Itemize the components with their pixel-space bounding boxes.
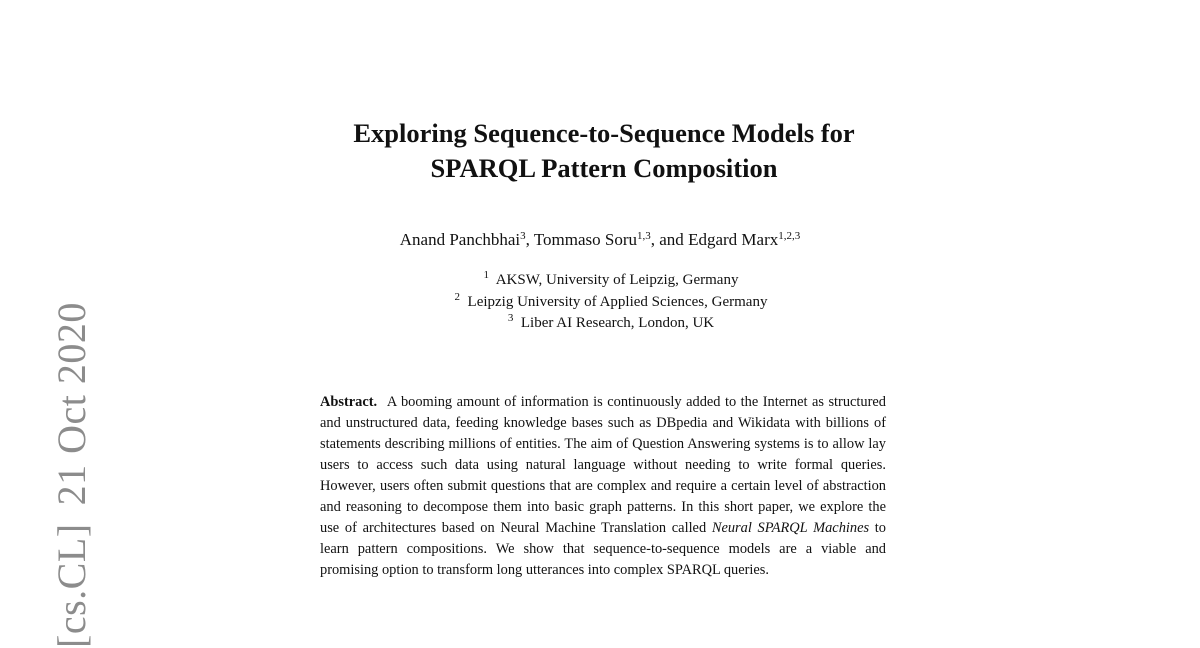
affiliation [200,270,1022,292]
affiliation-text: Liber AI Research, London, UK [520,315,715,331]
affiliation-mark: 3 [507,312,514,324]
author-separator: , [525,230,534,249]
author-name: Anand Panchbhai [399,230,521,249]
abstract-emphasis: Neural SPARQL Machines [711,520,870,536]
author-name: Edgard Marx [688,230,779,249]
paper-title [200,116,1008,186]
author-name: Tommaso Soru [533,230,638,249]
affiliation-list [200,270,1022,335]
author-list [200,229,1000,251]
title-line-2: SPARQL Pattern Composition [430,153,778,183]
arxiv-date: 21 Oct 2020 [49,302,94,506]
arxiv-identifier-stamp [49,302,94,648]
affiliation-mark: 2 [454,290,461,303]
affiliation-mark: 1 [483,269,490,281]
affiliation [200,313,1022,335]
author-affiliation-marks: 1,2,3 [778,230,801,242]
abstract-text-continued: to learn pattern compositions. We show that sequence-to-sequence models are a viable and promising option to transform long utterances into complex SPARQL queries. [320,520,886,578]
affiliation [200,292,1022,314]
abstract-text: A booming amount of information is continuously added to the Internet as structured and unstructured data, feeding knowledge bases such as DBpedia and Wikidata with billions of statements describing millions of entities. The aim of Question Answering systems is to allow lay users to access such data using natural language without needing to write formal queries. However, users often submit questions that are complex and require a certain level of abstraction and reasoning to decompose them into basic graph patterns. In this short paper, we explore the use of architectures based on Neural Machine Translation called [320,394,886,536]
arxiv-category: [cs.CL] [49,523,94,648]
title-line-1: Exploring Sequence-to-Sequence Models for [353,118,855,148]
author-affiliation-marks: 1,3 [637,230,651,242]
author-affiliation-marks: 3 [520,230,526,242]
abstract [320,392,886,581]
affiliation-text: Leipzig University of Applied Sciences, Germany [467,293,768,310]
abstract-label: Abstract. [320,394,378,410]
affiliation-text: AKSW, University of Leipzig, Germany [495,272,739,288]
author-separator: , and [650,230,689,249]
